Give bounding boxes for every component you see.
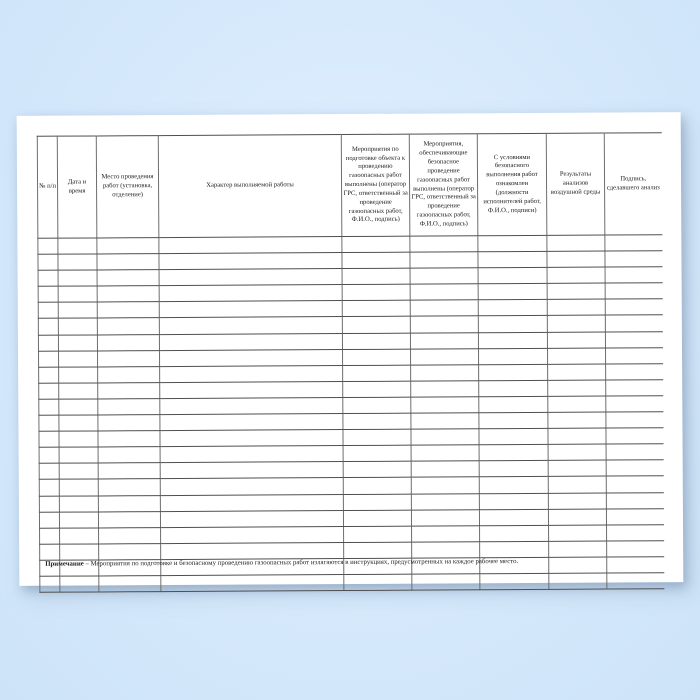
table-cell [38,238,58,254]
table-cell [59,512,98,528]
table-cell [548,412,606,428]
table-cell [344,526,412,542]
table-cell [160,462,343,479]
table-cell [548,476,606,492]
table-cell [343,510,411,526]
table-cell [59,399,98,415]
table-cell [410,236,478,252]
table-cell [160,430,343,447]
table-cell [479,445,548,461]
table-cell [99,543,161,559]
table-cell [605,267,662,283]
table-cell [607,573,664,589]
table-cell [605,251,662,267]
table-cell [606,444,663,460]
table-cell [478,268,547,284]
table-cell [605,315,662,331]
table-cell [410,252,478,268]
table-cell [548,364,606,380]
table-cell [161,526,344,543]
table-cell [342,284,410,300]
table-cell [98,431,160,447]
table-cell [98,350,160,366]
note-text: Мероприятия по подготовке и безопасному проведению газоопасных работ излагаются в инструкциях, предусмотренных на каждое рабочее место. [90,557,519,568]
table-cell [97,334,159,350]
table-cell [478,332,547,348]
table-cell [161,542,344,559]
table-cell [480,573,549,589]
table-cell [58,238,97,254]
table-cell [479,428,548,444]
table-cell [40,576,60,592]
note-label: Примечание [45,560,84,568]
table-cell [410,284,478,300]
table-cell [479,380,548,396]
table-cell [411,397,479,413]
table-cell [479,477,548,493]
column-header-8: Результаты анализов воздушной среды [546,133,605,235]
table-cell [547,332,605,348]
table-cell [343,445,411,461]
table-cell [606,380,663,396]
table-cell [58,302,97,318]
table-cell [59,463,98,479]
table-cell [479,364,548,380]
table-cell [547,235,605,251]
table-cell [97,318,159,334]
table-cell [60,576,99,592]
table-cell [39,399,59,415]
table-cell [97,286,159,302]
table-cell [479,509,548,525]
table-cell [606,492,663,508]
table-cell [549,541,607,557]
table-cell [478,235,547,251]
table-cell [159,237,342,254]
table-cell [58,286,97,302]
table-cell [38,319,58,335]
table-cell [410,316,478,332]
note-separator: – [83,560,91,568]
table-cell [411,477,479,493]
table-cell [39,480,59,496]
table-cell [342,252,410,268]
table-cell [343,413,411,429]
table-cell [97,254,159,270]
table-cell [342,317,410,333]
table-cell [39,351,59,367]
table-cell [39,512,59,528]
table-cell [59,351,98,367]
table-cell [40,528,60,544]
table-cell [411,493,479,509]
table-cell [411,461,479,477]
table-cell [411,413,479,429]
table-cell [58,254,97,270]
table-header-row [37,133,662,239]
table-cell [606,412,663,428]
table-cell [344,542,412,558]
table-cell [478,251,547,267]
table-cell [160,478,343,495]
table-cell [58,335,97,351]
table-cell [98,511,160,527]
table-cell [343,461,411,477]
table-cell [159,333,342,350]
table-cell [343,349,411,365]
table-cell [344,574,412,590]
table-cell [342,268,410,284]
table-cell [159,317,342,334]
table-cell [343,381,411,397]
table-cell [547,348,605,364]
table-cell [478,348,547,364]
table-cell [410,332,478,348]
table-cell [38,254,58,270]
table-cell [39,463,59,479]
paper-sheet [17,112,684,586]
table-cell [59,447,98,463]
table-cell [412,574,480,590]
table-cell [606,476,663,492]
table-cell [479,396,548,412]
table-cell [343,429,411,445]
table-cell [97,238,159,254]
table-cell [160,349,343,366]
table-cell [342,333,410,349]
table-cell [605,235,662,251]
column-header-9: Подпись, сделавшего анализ [604,133,662,235]
table-cell [59,415,98,431]
table-cell [547,299,605,315]
column-header-7: С условиями безопасного выполнения работ ознакомлен (должности исполнителей работ, Ф.И.О., подписи) [477,133,547,235]
table-cell [160,365,343,382]
table-cell [606,363,663,379]
table-cell [160,494,343,511]
table-cell [38,335,58,351]
table-cell [160,510,343,527]
table-cell [60,544,99,560]
column-header-3: Место проведения работ (установка, отделение) [96,136,159,238]
table-cell [159,253,342,270]
table-cell [159,269,342,286]
table-cell [410,268,478,284]
table-cell [98,447,160,463]
table-cell [547,283,605,299]
table-cell [160,381,343,398]
table-cell [99,527,161,543]
table-cell [412,525,480,541]
table-cell [549,573,607,589]
table-cell [605,347,662,363]
table-cell [607,540,664,556]
column-header-6: Мероприятия, обеспечивающие безопасное проведение газоопасных работ выполнены (оператор ГРС, ответственный за проведение газоопасных работ, Ф.И.О., подпись) [409,134,478,236]
table-cell [411,429,479,445]
table-cell [59,479,98,495]
table-cell [479,412,548,428]
table-cell [411,509,479,525]
table-cell [411,381,479,397]
table-cell [38,286,58,302]
table-cell [59,367,98,383]
table-cell [60,528,99,544]
table-cell [160,414,343,431]
table-body [38,235,664,593]
table-cell [98,366,160,382]
table-cell [411,445,479,461]
table-cell [98,463,160,479]
table-cell [160,397,343,414]
table-cell [478,284,547,300]
table-cell [343,397,411,413]
table-cell [98,399,160,415]
table-cell [548,493,606,509]
table-cell [99,576,161,592]
table-cell [548,509,606,525]
table-cell [479,493,548,509]
table-cell [38,303,58,319]
gas-hazardous-works-journal-table [37,132,664,593]
table-cell [160,446,343,463]
table-cell [605,331,662,347]
table-cell [548,460,606,476]
table-cell [548,428,606,444]
table-cell [343,365,411,381]
table-cell [59,431,98,447]
table-cell [159,285,342,302]
table-cell [342,236,410,252]
column-header-4: Характер выполняемой работы [158,135,342,238]
table-cell [39,415,59,431]
table-cell [605,299,662,315]
table-cell [98,415,160,431]
table-cell [40,544,60,560]
table-cell [39,447,59,463]
table-row [40,573,664,593]
table-cell [39,367,59,383]
table-cell [605,283,662,299]
table-cell [479,461,548,477]
table-cell [98,495,160,511]
table-cell [410,300,478,316]
column-header-2: Дата и время [57,136,97,238]
table-cell [97,270,159,286]
table-cell [410,348,478,364]
table-cell [607,524,664,540]
table-cell [343,478,411,494]
table-cell [59,383,98,399]
table-cell [59,495,98,511]
table-cell [97,302,159,318]
table-cell [411,365,479,381]
table-cell [39,383,59,399]
column-header-5: Мероприятия по подготовке объекта к проведению газоопасных работ выполнены (оператор ГРС, ответственный за проведение газоопасных работ, Ф.И.О., подпись) [341,134,410,236]
table-cell [548,380,606,396]
table-cell [412,542,480,558]
table-cell [606,508,663,524]
table-cell [161,575,344,592]
table-cell [480,541,549,557]
table-cell [548,444,606,460]
table-cell [39,431,59,447]
table-cell [478,316,547,332]
table-cell [39,496,59,512]
table-cell [58,270,97,286]
table-cell [547,267,605,283]
table-cell [343,494,411,510]
table-cell [342,301,410,317]
column-header-1: № п/п [37,136,58,238]
table-cell [547,315,605,331]
table-cell [606,396,663,412]
table-cell [38,270,58,286]
table-cell [58,318,97,334]
table-cell [478,300,547,316]
table-cell [159,301,342,318]
table-cell [98,479,160,495]
table-cell [98,382,160,398]
table-cell [547,251,605,267]
table-cell [606,428,663,444]
table-cell [548,396,606,412]
table-cell [480,525,549,541]
table-cell [549,525,607,541]
table-cell [606,460,663,476]
